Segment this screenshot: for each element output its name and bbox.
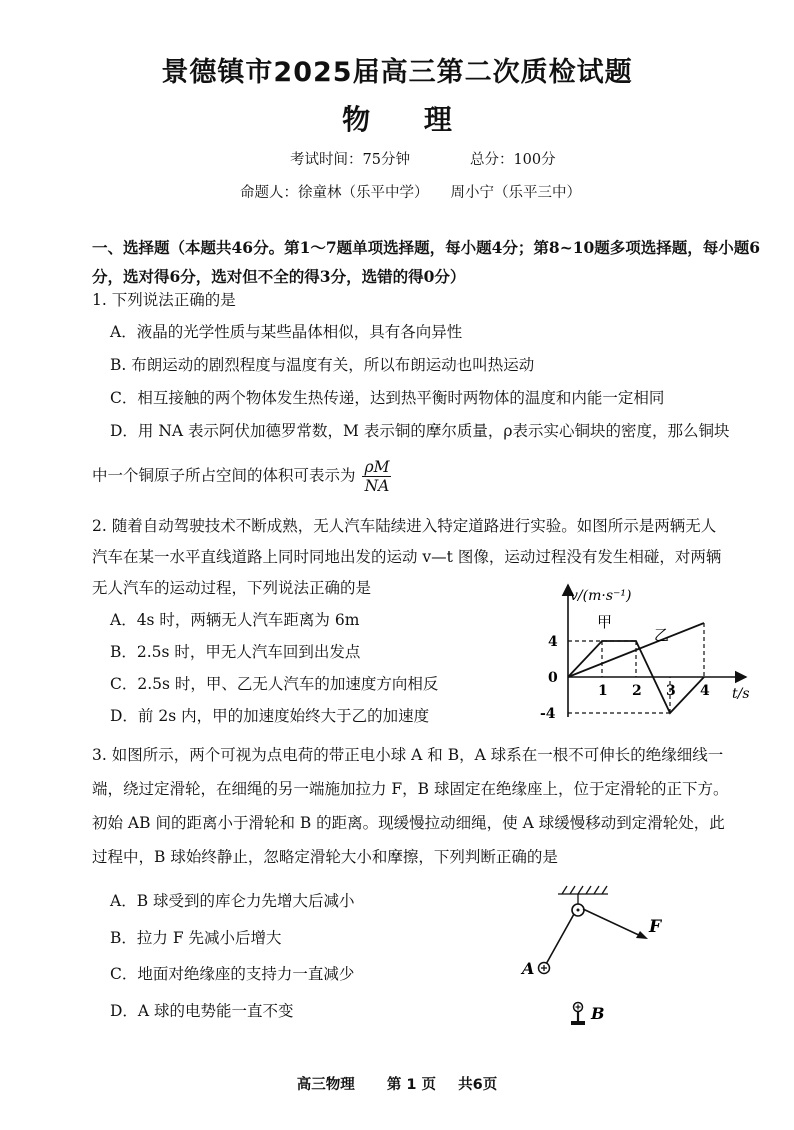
q1-d-fraction [362, 458, 391, 495]
series-label-jia: 甲 [597, 613, 613, 631]
q3-option-b: B．拉力 F 先减小后增大 [110, 929, 282, 947]
q2-option-d: D．前 2s 内，甲的加速度始终大于乙的加速度 [110, 707, 430, 725]
y-tick-label: -4 [540, 706, 556, 722]
q2-option-a: A．4s 时，两辆无人汽车距离为 6m [110, 611, 360, 629]
ceiling-hatch [558, 886, 608, 894]
q2-line-3: 无人汽车的运动过程，下列说法正确的是 [92, 579, 372, 597]
q3-option-a: A．B 球受到的库仑力先增大后减小 [110, 892, 355, 910]
q3-line-1: 3. 如图所示，两个可视为点电荷的带正电小球 A 和 B，A 球系在一根不可伸长的绝缘细线一 [92, 746, 724, 764]
total-score: 总分：100分 [469, 152, 556, 168]
series-line-yi [568, 623, 704, 677]
rope-to-a [545, 914, 574, 966]
vt-chart [540, 580, 790, 730]
x-tick-label: 4 [700, 683, 710, 699]
rope-to-force [583, 909, 643, 937]
authors [240, 181, 581, 202]
pulley-axle [577, 909, 580, 912]
q1-option-c: C．相互接触的两个物体发生热传递，达到热平衡时两物体的温度和内能一定相同 [110, 389, 665, 407]
ball-b-label: B [591, 1004, 605, 1023]
page-footer [0, 1073, 794, 1094]
footer-page: 第 1 页 [386, 1077, 437, 1093]
q2-line-1: 2. 随着自动驾驶技术不断成熟，无人汽车陆续进入特定道路进行实验。如图所示是两辆无人 [92, 517, 717, 535]
exam-info [290, 148, 556, 169]
force-arrow-icon [636, 931, 648, 939]
y-tick-label: 0 [548, 670, 558, 686]
q2-option-c: C．2.5s 时，甲、乙无人汽车的加速度方向相反 [110, 675, 439, 693]
q3-line-4: 过程中，B 球始终静止，忽略定滑轮大小和摩擦，下列判断正确的是 [92, 848, 558, 866]
x-tick-label: 2 [632, 683, 642, 699]
fraction-denominator: NA [364, 477, 390, 495]
q3-line-2: 端，绕过定滑轮，在细绳的另一端施加拉力 F，B 球固定在绝缘座上，位于定滑轮的正下方。 [92, 780, 729, 798]
q1-option-b: B. 布朗运动的剧烈程度与温度有关，所以布朗运动也叫热运动 [110, 356, 535, 374]
author-1: 命题人：徐童林（乐平中学） [240, 185, 429, 201]
pulley-figure [510, 880, 680, 1040]
author-2: 周小宁（乐平三中） [450, 185, 581, 201]
x-axis-label: t/s [732, 686, 750, 702]
fraction-numerator: ρM [364, 458, 390, 476]
q3-option-c: C．地面对绝缘座的支持力一直减少 [110, 965, 355, 983]
footer-subject: 高三物理 [296, 1077, 355, 1093]
x-tick-label: 3 [666, 683, 676, 699]
exam-time: 考试时间：75分钟 [290, 152, 410, 168]
q3-option-d: D．A 球的电势能一直不变 [110, 1002, 294, 1020]
q3-line-3: 初始 AB 间的距离小于滑轮和 B 的距离。现缓慢拉动细绳，使 A 球缓慢移动到定滑轮处，此 [92, 814, 725, 832]
q1-option-d-cont [92, 458, 391, 495]
q2-line-2: 汽车在某一水平直线道路上同时同地出发的运动 v—t 图像，运动过程没有发生相碰，对两辆 [92, 548, 722, 566]
q2-option-b: B．2.5s 时，甲无人汽车回到出发点 [110, 643, 361, 661]
q1-option-d: D．用 NA 表示阿伏加德罗常数，M 表示铜的摩尔质量，ρ表示实心铜块的密度，那么铜块 [110, 422, 730, 440]
force-label: F [649, 917, 662, 937]
exam-title: 景德镇市2025届高三第二次质检试题 [161, 57, 633, 88]
section-heading: 一、选择题（本题共46分。第1～7题单项选择题，每小题4分；第8~10题多项选择题，每小题6分，选对得6分，选对但不全的得3分，选错的得0分） [92, 238, 761, 286]
y-tick-label: 4 [548, 634, 558, 650]
x-tick-label: 1 [598, 683, 608, 699]
footer-total: 共6页 [458, 1077, 498, 1093]
q1-d-text: 中一个铜原子所占空间的体积可表示为 [92, 466, 356, 485]
series-label-yi: 乙 [654, 626, 670, 644]
subject-title: 物 理 [342, 103, 452, 136]
y-axis-label: v/(m·s⁻¹) [570, 588, 632, 604]
q1-option-a: A．液晶的光学性质与某些晶体相似，具有各向异性 [110, 323, 463, 341]
ball-a-label: A [522, 959, 535, 978]
insulating-base [571, 1021, 585, 1025]
q1-stem: 1. 下列说法正确的是 [92, 291, 236, 309]
